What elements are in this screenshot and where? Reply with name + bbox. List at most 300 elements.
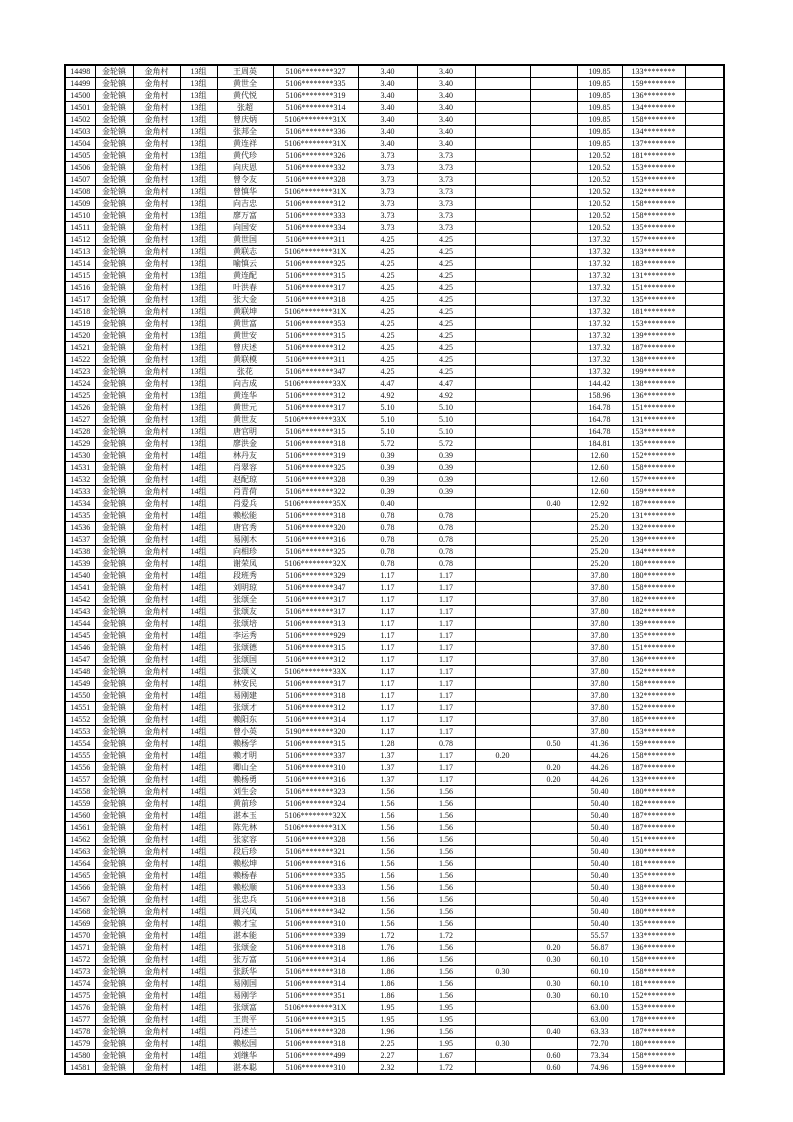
cell-blank <box>685 330 724 342</box>
cell-value-extra-2 <box>530 270 577 282</box>
cell-value-extra-2 <box>530 198 577 210</box>
cell-town: 金轮镇 <box>95 378 133 390</box>
cell-town: 金轮镇 <box>95 642 133 654</box>
cell-value-extra-1 <box>475 150 530 162</box>
cell-phone: 132******** <box>622 690 685 702</box>
cell-seq: 14543 <box>65 606 95 618</box>
cell-phone: 136******** <box>622 90 685 102</box>
cell-value-extra-1 <box>475 810 530 822</box>
cell-id-number: 5106********317 <box>273 402 358 414</box>
cell-village: 金角村 <box>133 438 180 450</box>
cell-value-extra-1 <box>475 522 530 534</box>
cell-id-number: 5106********31X <box>273 822 358 834</box>
cell-village: 金角村 <box>133 894 180 906</box>
cell-value-base: 1.56 <box>417 906 475 918</box>
cell-value-base: 4.25 <box>417 246 475 258</box>
cell-group: 14组 <box>180 738 217 750</box>
cell-value-base: 1.17 <box>417 654 475 666</box>
cell-name: 李运秀 <box>217 630 273 642</box>
cell-value-extra-1 <box>475 846 530 858</box>
cell-id-number: 5106********328 <box>273 174 358 186</box>
cell-town: 金轮镇 <box>95 414 133 426</box>
table-row <box>65 834 724 846</box>
cell-village: 金角村 <box>133 186 180 198</box>
cell-value-extra-2 <box>530 918 577 930</box>
cell-amount: 12.60 <box>577 450 622 462</box>
cell-group: 14组 <box>180 498 217 510</box>
cell-phone: 181******** <box>622 978 685 990</box>
cell-value-extra-2 <box>530 642 577 654</box>
cell-town: 金轮镇 <box>95 702 133 714</box>
cell-value-total: 4.25 <box>358 270 417 282</box>
cell-phone: 139******** <box>622 534 685 546</box>
cell-group: 14组 <box>180 798 217 810</box>
cell-value-total: 1.96 <box>358 1026 417 1038</box>
table-row <box>65 738 724 750</box>
table-row <box>65 1038 724 1050</box>
cell-village: 金角村 <box>133 270 180 282</box>
cell-village: 金角村 <box>133 690 180 702</box>
cell-value-extra-2 <box>530 378 577 390</box>
cell-group: 14组 <box>180 474 217 486</box>
cell-blank <box>685 114 724 126</box>
cell-amount: 25.20 <box>577 546 622 558</box>
cell-amount: 63.33 <box>577 1026 622 1038</box>
cell-value-extra-1 <box>475 726 530 738</box>
cell-village: 金角村 <box>133 858 180 870</box>
cell-phone: 134******** <box>622 546 685 558</box>
cell-value-extra-1 <box>475 954 530 966</box>
table-row <box>65 1002 724 1014</box>
cell-amount: 74.96 <box>577 1062 622 1075</box>
cell-amount: 37.80 <box>577 678 622 690</box>
cell-value-extra-1 <box>475 858 530 870</box>
cell-amount: 137.32 <box>577 342 622 354</box>
cell-village: 金角村 <box>133 582 180 594</box>
cell-village: 金角村 <box>133 1002 180 1014</box>
table-row <box>65 798 724 810</box>
cell-town: 金轮镇 <box>95 342 133 354</box>
cell-group: 14组 <box>180 558 217 570</box>
cell-amount: 50.40 <box>577 810 622 822</box>
cell-name: 赖杨学 <box>217 738 273 750</box>
cell-phone: 151******** <box>622 834 685 846</box>
cell-blank <box>685 798 724 810</box>
cell-value-extra-2 <box>530 1014 577 1026</box>
cell-phone: 158******** <box>622 462 685 474</box>
cell-value-extra-2 <box>530 414 577 426</box>
cell-amount: 37.80 <box>577 690 622 702</box>
cell-value-base: 1.67 <box>417 1050 475 1062</box>
cell-amount: 37.80 <box>577 714 622 726</box>
cell-value-extra-2 <box>530 618 577 630</box>
cell-id-number: 5106********329 <box>273 570 358 582</box>
cell-value-base: 1.56 <box>417 942 475 954</box>
cell-value-extra-1 <box>475 786 530 798</box>
cell-town: 金轮镇 <box>95 65 133 78</box>
cell-group: 14组 <box>180 1062 217 1075</box>
cell-seq: 14551 <box>65 702 95 714</box>
cell-value-total: 4.25 <box>358 258 417 270</box>
cell-seq: 14502 <box>65 114 95 126</box>
cell-value-extra-1 <box>475 462 530 474</box>
cell-id-number: 5106********31X <box>273 138 358 150</box>
cell-value-total: 5.72 <box>358 438 417 450</box>
cell-value-extra-1 <box>475 882 530 894</box>
table-row <box>65 78 724 90</box>
cell-amount: 44.26 <box>577 762 622 774</box>
cell-value-total: 1.56 <box>358 834 417 846</box>
cell-value-base: 1.72 <box>417 1062 475 1075</box>
cell-town: 金轮镇 <box>95 846 133 858</box>
cell-id-number: 5106********332 <box>273 162 358 174</box>
cell-town: 金轮镇 <box>95 570 133 582</box>
cell-value-total: 0.39 <box>358 474 417 486</box>
cell-village: 金角村 <box>133 198 180 210</box>
cell-value-extra-2 <box>530 126 577 138</box>
cell-name: 赖松国 <box>217 1038 273 1050</box>
cell-amount: 120.52 <box>577 222 622 234</box>
cell-amount: 137.32 <box>577 246 622 258</box>
cell-town: 金轮镇 <box>95 942 133 954</box>
cell-village: 金角村 <box>133 510 180 522</box>
table-row <box>65 846 724 858</box>
cell-blank <box>685 510 724 522</box>
cell-amount: 50.40 <box>577 846 622 858</box>
cell-name: 张万富 <box>217 954 273 966</box>
cell-seq: 14536 <box>65 522 95 534</box>
cell-value-extra-2 <box>530 846 577 858</box>
table-row <box>65 390 724 402</box>
cell-town: 金轮镇 <box>95 678 133 690</box>
cell-phone: 181******** <box>622 306 685 318</box>
cell-phone: 134******** <box>622 126 685 138</box>
cell-group: 14组 <box>180 642 217 654</box>
cell-village: 金角村 <box>133 450 180 462</box>
cell-group: 14组 <box>180 1026 217 1038</box>
cell-value-total: 4.25 <box>358 234 417 246</box>
cell-blank <box>685 402 724 414</box>
cell-group: 14组 <box>180 966 217 978</box>
cell-phone: 132******** <box>622 522 685 534</box>
cell-blank <box>685 522 724 534</box>
cell-blank <box>685 978 724 990</box>
cell-village: 金角村 <box>133 102 180 114</box>
cell-phone: 158******** <box>622 582 685 594</box>
cell-name: 段后珍 <box>217 846 273 858</box>
cell-name: 曾慎华 <box>217 186 273 198</box>
cell-blank <box>685 786 724 798</box>
cell-village: 金角村 <box>133 114 180 126</box>
cell-value-extra-1 <box>475 546 530 558</box>
cell-value-extra-2 <box>530 102 577 114</box>
cell-town: 金轮镇 <box>95 162 133 174</box>
cell-amount: 109.85 <box>577 138 622 150</box>
cell-seq: 14528 <box>65 426 95 438</box>
cell-phone: 151******** <box>622 282 685 294</box>
cell-id-number: 5106********334 <box>273 222 358 234</box>
cell-id-number: 5106********315 <box>273 330 358 342</box>
cell-value-base: 4.25 <box>417 282 475 294</box>
cell-seq: 14549 <box>65 678 95 690</box>
table-row <box>65 906 724 918</box>
cell-value-extra-1 <box>475 174 530 186</box>
cell-id-number: 5106********314 <box>273 102 358 114</box>
table-row <box>65 222 724 234</box>
cell-blank <box>685 390 724 402</box>
cell-phone: 187******** <box>622 810 685 822</box>
cell-value-total: 3.73 <box>358 186 417 198</box>
table-row <box>65 726 724 738</box>
cell-phone: 158******** <box>622 114 685 126</box>
cell-phone: 136******** <box>622 390 685 402</box>
cell-value-extra-2 <box>530 894 577 906</box>
cell-value-base: 1.56 <box>417 882 475 894</box>
table-row <box>65 714 724 726</box>
cell-group: 14组 <box>180 810 217 822</box>
cell-value-total: 4.47 <box>358 378 417 390</box>
cell-phone: 131******** <box>622 510 685 522</box>
cell-value-extra-2 <box>530 486 577 498</box>
cell-town: 金轮镇 <box>95 246 133 258</box>
cell-amount: 37.80 <box>577 606 622 618</box>
cell-village: 金角村 <box>133 90 180 102</box>
cell-amount: 37.80 <box>577 666 622 678</box>
cell-blank <box>685 810 724 822</box>
cell-value-total: 1.56 <box>358 882 417 894</box>
cell-value-extra-2 <box>530 474 577 486</box>
cell-seq: 14556 <box>65 762 95 774</box>
cell-town: 金轮镇 <box>95 390 133 402</box>
cell-village: 金角村 <box>133 786 180 798</box>
cell-value-base: 0.78 <box>417 522 475 534</box>
cell-village: 金角村 <box>133 486 180 498</box>
cell-seq: 14529 <box>65 438 95 450</box>
cell-value-base: 0.39 <box>417 450 475 462</box>
cell-value-extra-2 <box>530 582 577 594</box>
cell-name: 向相珍 <box>217 546 273 558</box>
table-row <box>65 606 724 618</box>
cell-id-number: 5106********318 <box>273 942 358 954</box>
cell-value-total: 1.72 <box>358 930 417 942</box>
cell-value-total: 0.78 <box>358 534 417 546</box>
cell-group: 14组 <box>180 870 217 882</box>
cell-value-total: 3.40 <box>358 102 417 114</box>
cell-town: 金轮镇 <box>95 834 133 846</box>
cell-phone: 152******** <box>622 990 685 1002</box>
cell-town: 金轮镇 <box>95 366 133 378</box>
cell-group: 14组 <box>180 942 217 954</box>
cell-value-total: 4.25 <box>358 306 417 318</box>
cell-group: 13组 <box>180 258 217 270</box>
cell-value-total: 1.86 <box>358 954 417 966</box>
cell-blank <box>685 65 724 78</box>
cell-blank <box>685 702 724 714</box>
cell-village: 金角村 <box>133 366 180 378</box>
cell-town: 金轮镇 <box>95 1050 133 1062</box>
cell-seq: 14579 <box>65 1038 95 1050</box>
cell-value-extra-2 <box>530 150 577 162</box>
cell-value-base: 5.10 <box>417 402 475 414</box>
cell-blank <box>685 630 724 642</box>
cell-id-number: 5106********316 <box>273 774 358 786</box>
cell-seq: 14568 <box>65 906 95 918</box>
cell-value-total: 3.73 <box>358 150 417 162</box>
cell-seq: 14522 <box>65 354 95 366</box>
cell-value-extra-2 <box>530 858 577 870</box>
cell-town: 金轮镇 <box>95 150 133 162</box>
table-row <box>65 558 724 570</box>
cell-name: 陈先林 <box>217 822 273 834</box>
cell-value-extra-2: 0.60 <box>530 1050 577 1062</box>
cell-value-base: 1.56 <box>417 894 475 906</box>
cell-name: 黄世友 <box>217 414 273 426</box>
cell-blank <box>685 102 724 114</box>
cell-value-extra-1 <box>475 1014 530 1026</box>
cell-value-extra-2: 0.50 <box>530 738 577 750</box>
cell-value-extra-1 <box>475 1062 530 1075</box>
cell-town: 金轮镇 <box>95 210 133 222</box>
cell-value-total: 1.95 <box>358 1002 417 1014</box>
cell-seq: 14540 <box>65 570 95 582</box>
cell-village: 金角村 <box>133 258 180 270</box>
cell-name: 黄代珍 <box>217 150 273 162</box>
cell-value-total: 3.73 <box>358 210 417 222</box>
cell-town: 金轮镇 <box>95 90 133 102</box>
cell-value-base: 1.56 <box>417 810 475 822</box>
cell-town: 金轮镇 <box>95 738 133 750</box>
cell-phone: 180******** <box>622 570 685 582</box>
cell-village: 金角村 <box>133 342 180 354</box>
cell-phone: 187******** <box>622 822 685 834</box>
cell-blank <box>685 942 724 954</box>
cell-blank <box>685 498 724 510</box>
cell-value-base: 3.73 <box>417 210 475 222</box>
cell-town: 金轮镇 <box>95 174 133 186</box>
cell-value-total: 3.40 <box>358 138 417 150</box>
table-row <box>65 138 724 150</box>
cell-id-number: 5106********499 <box>273 1050 358 1062</box>
cell-name: 张忠兵 <box>217 894 273 906</box>
cell-amount: 50.40 <box>577 822 622 834</box>
cell-value-base: 1.56 <box>417 858 475 870</box>
cell-village: 金角村 <box>133 726 180 738</box>
cell-amount: 137.32 <box>577 294 622 306</box>
cell-value-extra-1 <box>475 114 530 126</box>
table-row <box>65 666 724 678</box>
cell-value-extra-1 <box>475 594 530 606</box>
cell-value-extra-1 <box>475 654 530 666</box>
cell-village: 金角村 <box>133 882 180 894</box>
cell-seq: 14498 <box>65 65 95 78</box>
table-row <box>65 462 724 474</box>
cell-phone: 187******** <box>622 498 685 510</box>
cell-phone: 182******** <box>622 606 685 618</box>
cell-seq: 14557 <box>65 774 95 786</box>
cell-value-total: 1.17 <box>358 594 417 606</box>
cell-blank <box>685 726 724 738</box>
table-row <box>65 174 724 186</box>
cell-amount: 25.20 <box>577 522 622 534</box>
table-row <box>65 126 724 138</box>
cell-seq: 14541 <box>65 582 95 594</box>
cell-value-extra-2 <box>530 606 577 618</box>
cell-blank <box>685 690 724 702</box>
cell-id-number: 5106********318 <box>273 438 358 450</box>
cell-value-extra-2 <box>530 966 577 978</box>
cell-group: 14组 <box>180 594 217 606</box>
cell-town: 金轮镇 <box>95 966 133 978</box>
cell-id-number: 5106********342 <box>273 906 358 918</box>
cell-blank <box>685 930 724 942</box>
cell-value-base: 3.40 <box>417 126 475 138</box>
cell-value-extra-2: 0.30 <box>530 990 577 1002</box>
cell-village: 金角村 <box>133 498 180 510</box>
cell-blank <box>685 594 724 606</box>
cell-value-base: 4.25 <box>417 354 475 366</box>
cell-group: 14组 <box>180 918 217 930</box>
cell-value-extra-2 <box>530 426 577 438</box>
cell-group: 13组 <box>180 354 217 366</box>
cell-group: 14组 <box>180 630 217 642</box>
cell-blank <box>685 774 724 786</box>
cell-value-extra-1 <box>475 570 530 582</box>
cell-id-number: 5106********31X <box>273 306 358 318</box>
cell-phone: 180******** <box>622 558 685 570</box>
cell-seq: 14506 <box>65 162 95 174</box>
table-row <box>65 366 724 378</box>
cell-name: 易刚建 <box>217 690 273 702</box>
cell-village: 金角村 <box>133 870 180 882</box>
cell-village: 金角村 <box>133 966 180 978</box>
cell-amount: 164.78 <box>577 414 622 426</box>
table-row <box>65 318 724 330</box>
cell-seq: 14547 <box>65 654 95 666</box>
cell-value-extra-2 <box>530 1002 577 1014</box>
cell-value-extra-1 <box>475 738 530 750</box>
cell-blank <box>685 1002 724 1014</box>
table-row <box>65 510 724 522</box>
cell-group: 13组 <box>180 90 217 102</box>
table-row <box>65 690 724 702</box>
cell-value-base: 4.92 <box>417 390 475 402</box>
cell-value-extra-1 <box>475 618 530 630</box>
cell-blank <box>685 186 724 198</box>
cell-phone: 187******** <box>622 1026 685 1038</box>
cell-village: 金角村 <box>133 906 180 918</box>
cell-value-extra-2 <box>530 654 577 666</box>
cell-seq: 14511 <box>65 222 95 234</box>
cell-id-number: 5106********33X <box>273 378 358 390</box>
cell-phone: 151******** <box>622 402 685 414</box>
cell-id-number: 5106********347 <box>273 366 358 378</box>
cell-name: 黄代悦 <box>217 90 273 102</box>
cell-phone: 135******** <box>622 918 685 930</box>
cell-value-extra-2 <box>530 570 577 582</box>
cell-town: 金轮镇 <box>95 306 133 318</box>
cell-group: 14组 <box>180 822 217 834</box>
cell-value-total: 1.76 <box>358 942 417 954</box>
cell-blank <box>685 1050 724 1062</box>
table-row <box>65 330 724 342</box>
cell-phone: 182******** <box>622 594 685 606</box>
cell-value-extra-2 <box>530 666 577 678</box>
cell-value-base: 4.25 <box>417 258 475 270</box>
cell-id-number: 5106********335 <box>273 870 358 882</box>
cell-name: 曾庆炳 <box>217 114 273 126</box>
cell-village: 金角村 <box>133 546 180 558</box>
cell-name: 张颂义 <box>217 666 273 678</box>
